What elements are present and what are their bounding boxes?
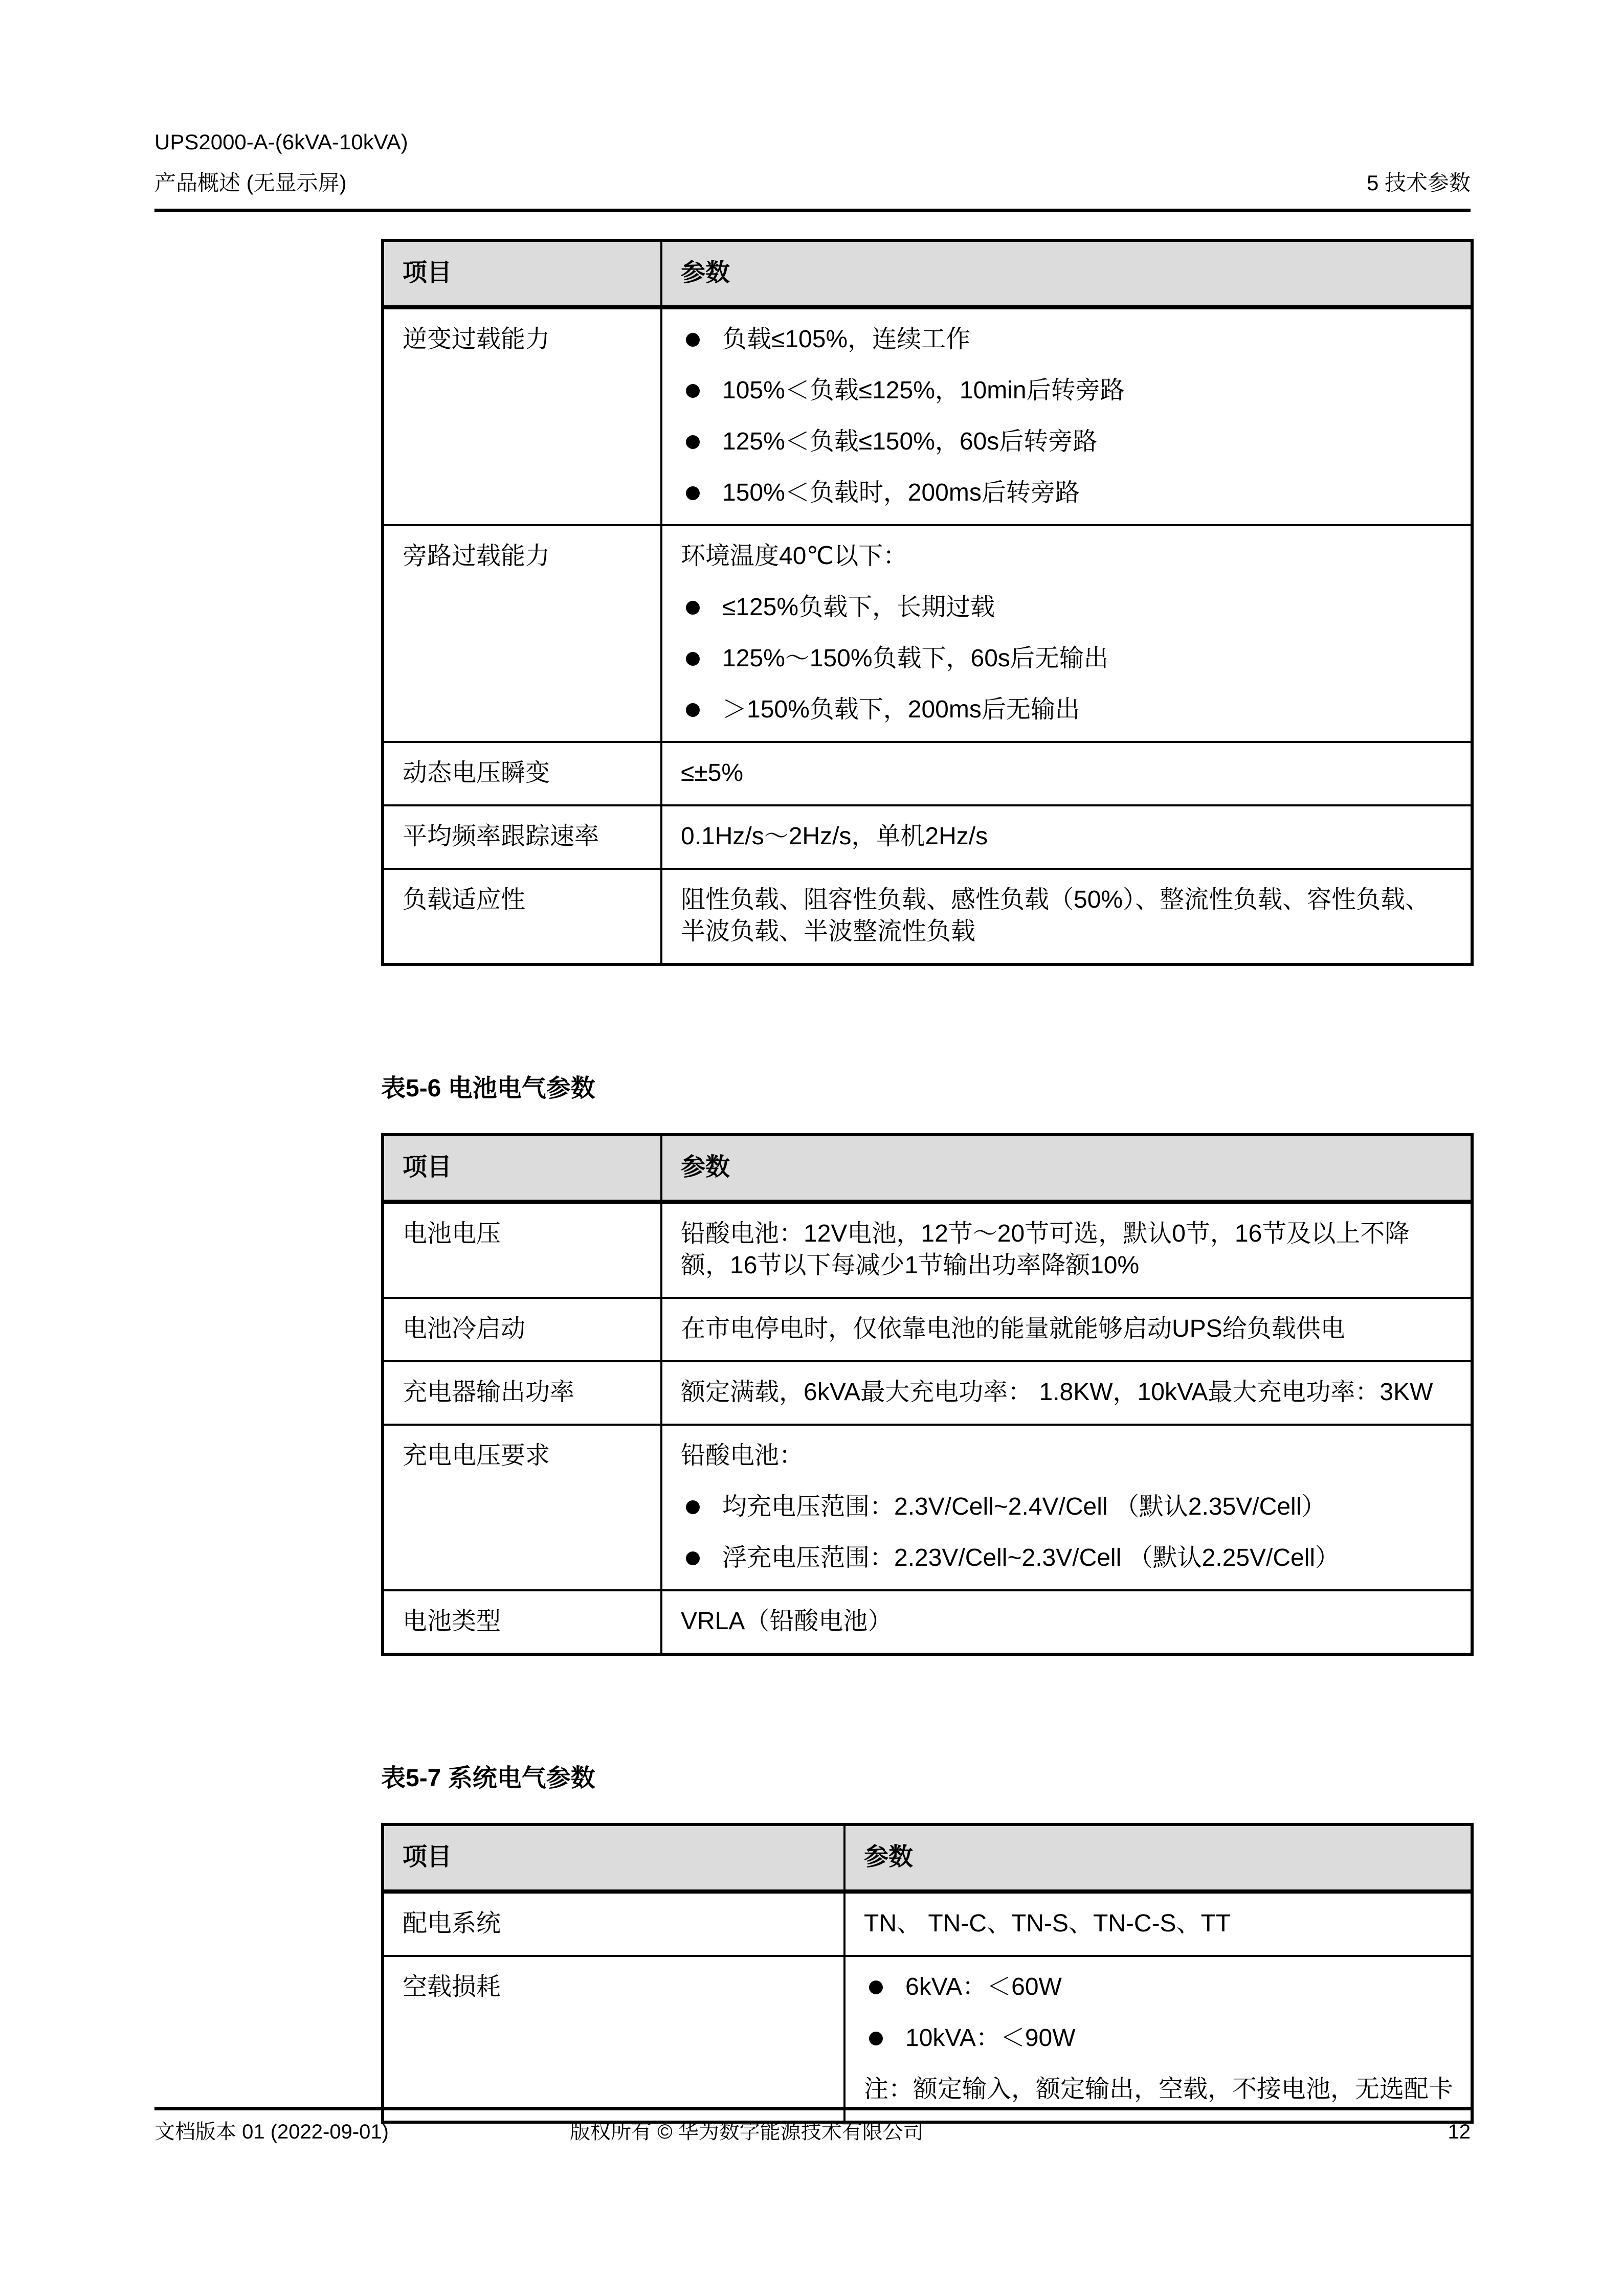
bullet-text: 150%＜负载时，200ms后转旁路: [722, 479, 1080, 506]
text-line: 在市电停电时，仅依靠电池的能量就能够启动UPS给负载供电: [681, 1315, 1345, 1342]
bullet-item: [864, 2022, 1453, 2054]
inverter-output-parameters-table: [381, 239, 1474, 966]
header-rule: [154, 209, 1471, 212]
bullet-icon: [869, 1980, 883, 1994]
item-cell: 电池冷启动: [383, 1298, 661, 1361]
table-row: [383, 525, 1472, 742]
param-cell: [661, 1425, 1472, 1590]
param-cell: [661, 869, 1472, 964]
bullet-icon: [686, 652, 700, 666]
bullet-text: 105%＜负载≤125%，10min后转旁路: [722, 377, 1125, 404]
bullet-item: [681, 375, 1453, 407]
bullet-icon: [686, 333, 700, 347]
table-row: [383, 1298, 1472, 1361]
table-row: [383, 1892, 1472, 1956]
bullet-icon: [686, 486, 700, 500]
column-header: 参数: [661, 1135, 1472, 1202]
bullet-item: [681, 694, 1453, 726]
bullet-item: [681, 1542, 1453, 1574]
bullet-item: [681, 324, 1453, 355]
bullet-item: [681, 477, 1453, 509]
bullet-item: [681, 426, 1453, 458]
item-cell: 平均频率跟踪速率: [383, 805, 661, 869]
bullet-item: [681, 1491, 1453, 1523]
item-cell: 电池类型: [383, 1590, 661, 1654]
item-cell: 配电系统: [383, 1892, 844, 1956]
table-header-row: [383, 1825, 1472, 1892]
table-row: [383, 1202, 1472, 1298]
table-caption: 表5-6 电池电气参数: [381, 1075, 595, 1102]
table-section-battery: [381, 1068, 1471, 1656]
page-content: [154, 239, 1481, 2124]
footer-copyright: 版权所有 © 华为数字能源技术有限公司: [570, 2121, 924, 2143]
item-cell: 充电器输出功率: [383, 1361, 661, 1425]
page-header: [154, 122, 1471, 204]
param-cell: [661, 805, 1472, 869]
bullet-text: 负载≤105%，连续工作: [722, 326, 971, 353]
bullet-item: [681, 592, 1453, 623]
table-row: [383, 307, 1472, 525]
param-cell: [661, 1298, 1472, 1361]
table-row: [383, 1361, 1472, 1425]
table-row: [383, 1590, 1472, 1654]
item-cell: 动态电压瞬变: [383, 742, 661, 805]
table-header-row: [383, 240, 1472, 307]
bullet-text: 125%～150%负载下，60s后无输出: [722, 645, 1108, 672]
item-cell: 充电电压要求: [383, 1425, 661, 1590]
footer-page-number: 12: [1448, 2121, 1471, 2143]
param-cell: [844, 1956, 1472, 2122]
param-cell: [661, 525, 1472, 742]
bullet-item: [681, 643, 1453, 674]
table-section-system: [381, 1758, 1471, 2124]
text-line: 环境温度40℃以下：: [681, 543, 908, 570]
text-line: 0.1Hz/s～2Hz/s，单机2Hz/s: [681, 823, 988, 850]
param-cell: [661, 1361, 1472, 1425]
system-electrical-parameters-table: [381, 1823, 1474, 2124]
bullet-text: ≤125%负载下，长期过载: [722, 594, 995, 621]
column-header: 项目: [383, 1135, 661, 1202]
text-line: 铅酸电池：12V电池，12节～20节可选，默认0节，16节及以上不降额，16节以下每减少1节输出功率降额10%: [681, 1220, 1410, 1279]
header-doc-title: 产品概述 (无显示屏): [154, 171, 347, 195]
bullet-icon: [686, 703, 700, 717]
column-header: 项目: [383, 240, 661, 307]
text-line: 额定满载，6kVA最大充电功率： 1.8KW，10kVA最大充电功率：3KW: [681, 1379, 1433, 1406]
param-cell: [661, 1202, 1472, 1298]
bullet-text: 浮充电压范围：2.23V/Cell~2.3V/Cell （默认2.25V/Cell）: [722, 1544, 1340, 1571]
item-cell: 逆变过载能力: [383, 307, 661, 525]
item-cell: 空载损耗: [383, 1956, 844, 2122]
bullet-icon: [686, 601, 700, 615]
bullet-text: 均充电压范围：2.3V/Cell~2.4V/Cell （默认2.35V/Cell）: [722, 1493, 1326, 1520]
text-line: 注：额定输入，额定输出，空载，不接电池，无选配卡: [864, 2076, 1454, 2103]
header-left: [154, 122, 408, 204]
table-row: [383, 742, 1472, 805]
header-chapter-title: 5 技术参数: [1366, 171, 1471, 195]
table-row: [383, 869, 1472, 964]
param-cell: [844, 1892, 1472, 1956]
column-header: 项目: [383, 1825, 844, 1892]
item-cell: 旁路过载能力: [383, 525, 661, 742]
bullet-icon: [869, 2032, 883, 2045]
bullet-text: 125%＜负载≤150%，60s后转旁路: [722, 428, 1098, 455]
text-line: VRLA（铅酸电池）: [681, 1608, 893, 1635]
table-section-output: [381, 239, 1471, 966]
header-product-name: UPS2000-A-(6kVA-10kVA): [154, 130, 408, 154]
bullet-icon: [686, 1500, 700, 1514]
page-footer: [154, 2107, 1471, 2145]
bullet-icon: [686, 384, 700, 398]
param-cell: [661, 307, 1472, 525]
column-header: 参数: [661, 240, 1472, 307]
table-row: [383, 1956, 1472, 2122]
text-line: 阻性负载、阻容性负载、感性负载（50%）、整流性负载、容性负载、半波负载、半波整流性负载: [681, 886, 1430, 945]
item-cell: 电池电压: [383, 1202, 661, 1298]
table-row: [383, 805, 1472, 869]
bullet-icon: [686, 435, 700, 449]
text-line: TN、 TN-C、TN-S、TN-C-S、TT: [864, 1910, 1231, 1937]
text-line: 铅酸电池：: [681, 1442, 804, 1469]
param-cell: [661, 1590, 1472, 1654]
table-caption: 表5-7 系统电气参数: [381, 1765, 595, 1792]
bullet-text: ＞150%负载下，200ms后无输出: [722, 696, 1080, 723]
bullet-item: [864, 1971, 1453, 2003]
item-cell: 负载适应性: [383, 869, 661, 964]
footer-doc-version: 文档版本 01 (2022-09-01): [154, 2121, 389, 2143]
column-header: 参数: [844, 1825, 1472, 1892]
bullet-text: 10kVA：＜90W: [905, 2024, 1076, 2052]
bullet-text: 6kVA：＜60W: [905, 1973, 1062, 2000]
footer-row: [154, 2110, 1471, 2145]
param-cell: [661, 742, 1472, 805]
table-header-row: [383, 1135, 1472, 1202]
battery-electrical-parameters-table: [381, 1133, 1474, 1656]
text-line: ≤±5%: [681, 759, 744, 786]
bullet-icon: [686, 1551, 700, 1565]
table-row: [383, 1425, 1472, 1590]
footer-rule: [154, 2107, 1471, 2110]
